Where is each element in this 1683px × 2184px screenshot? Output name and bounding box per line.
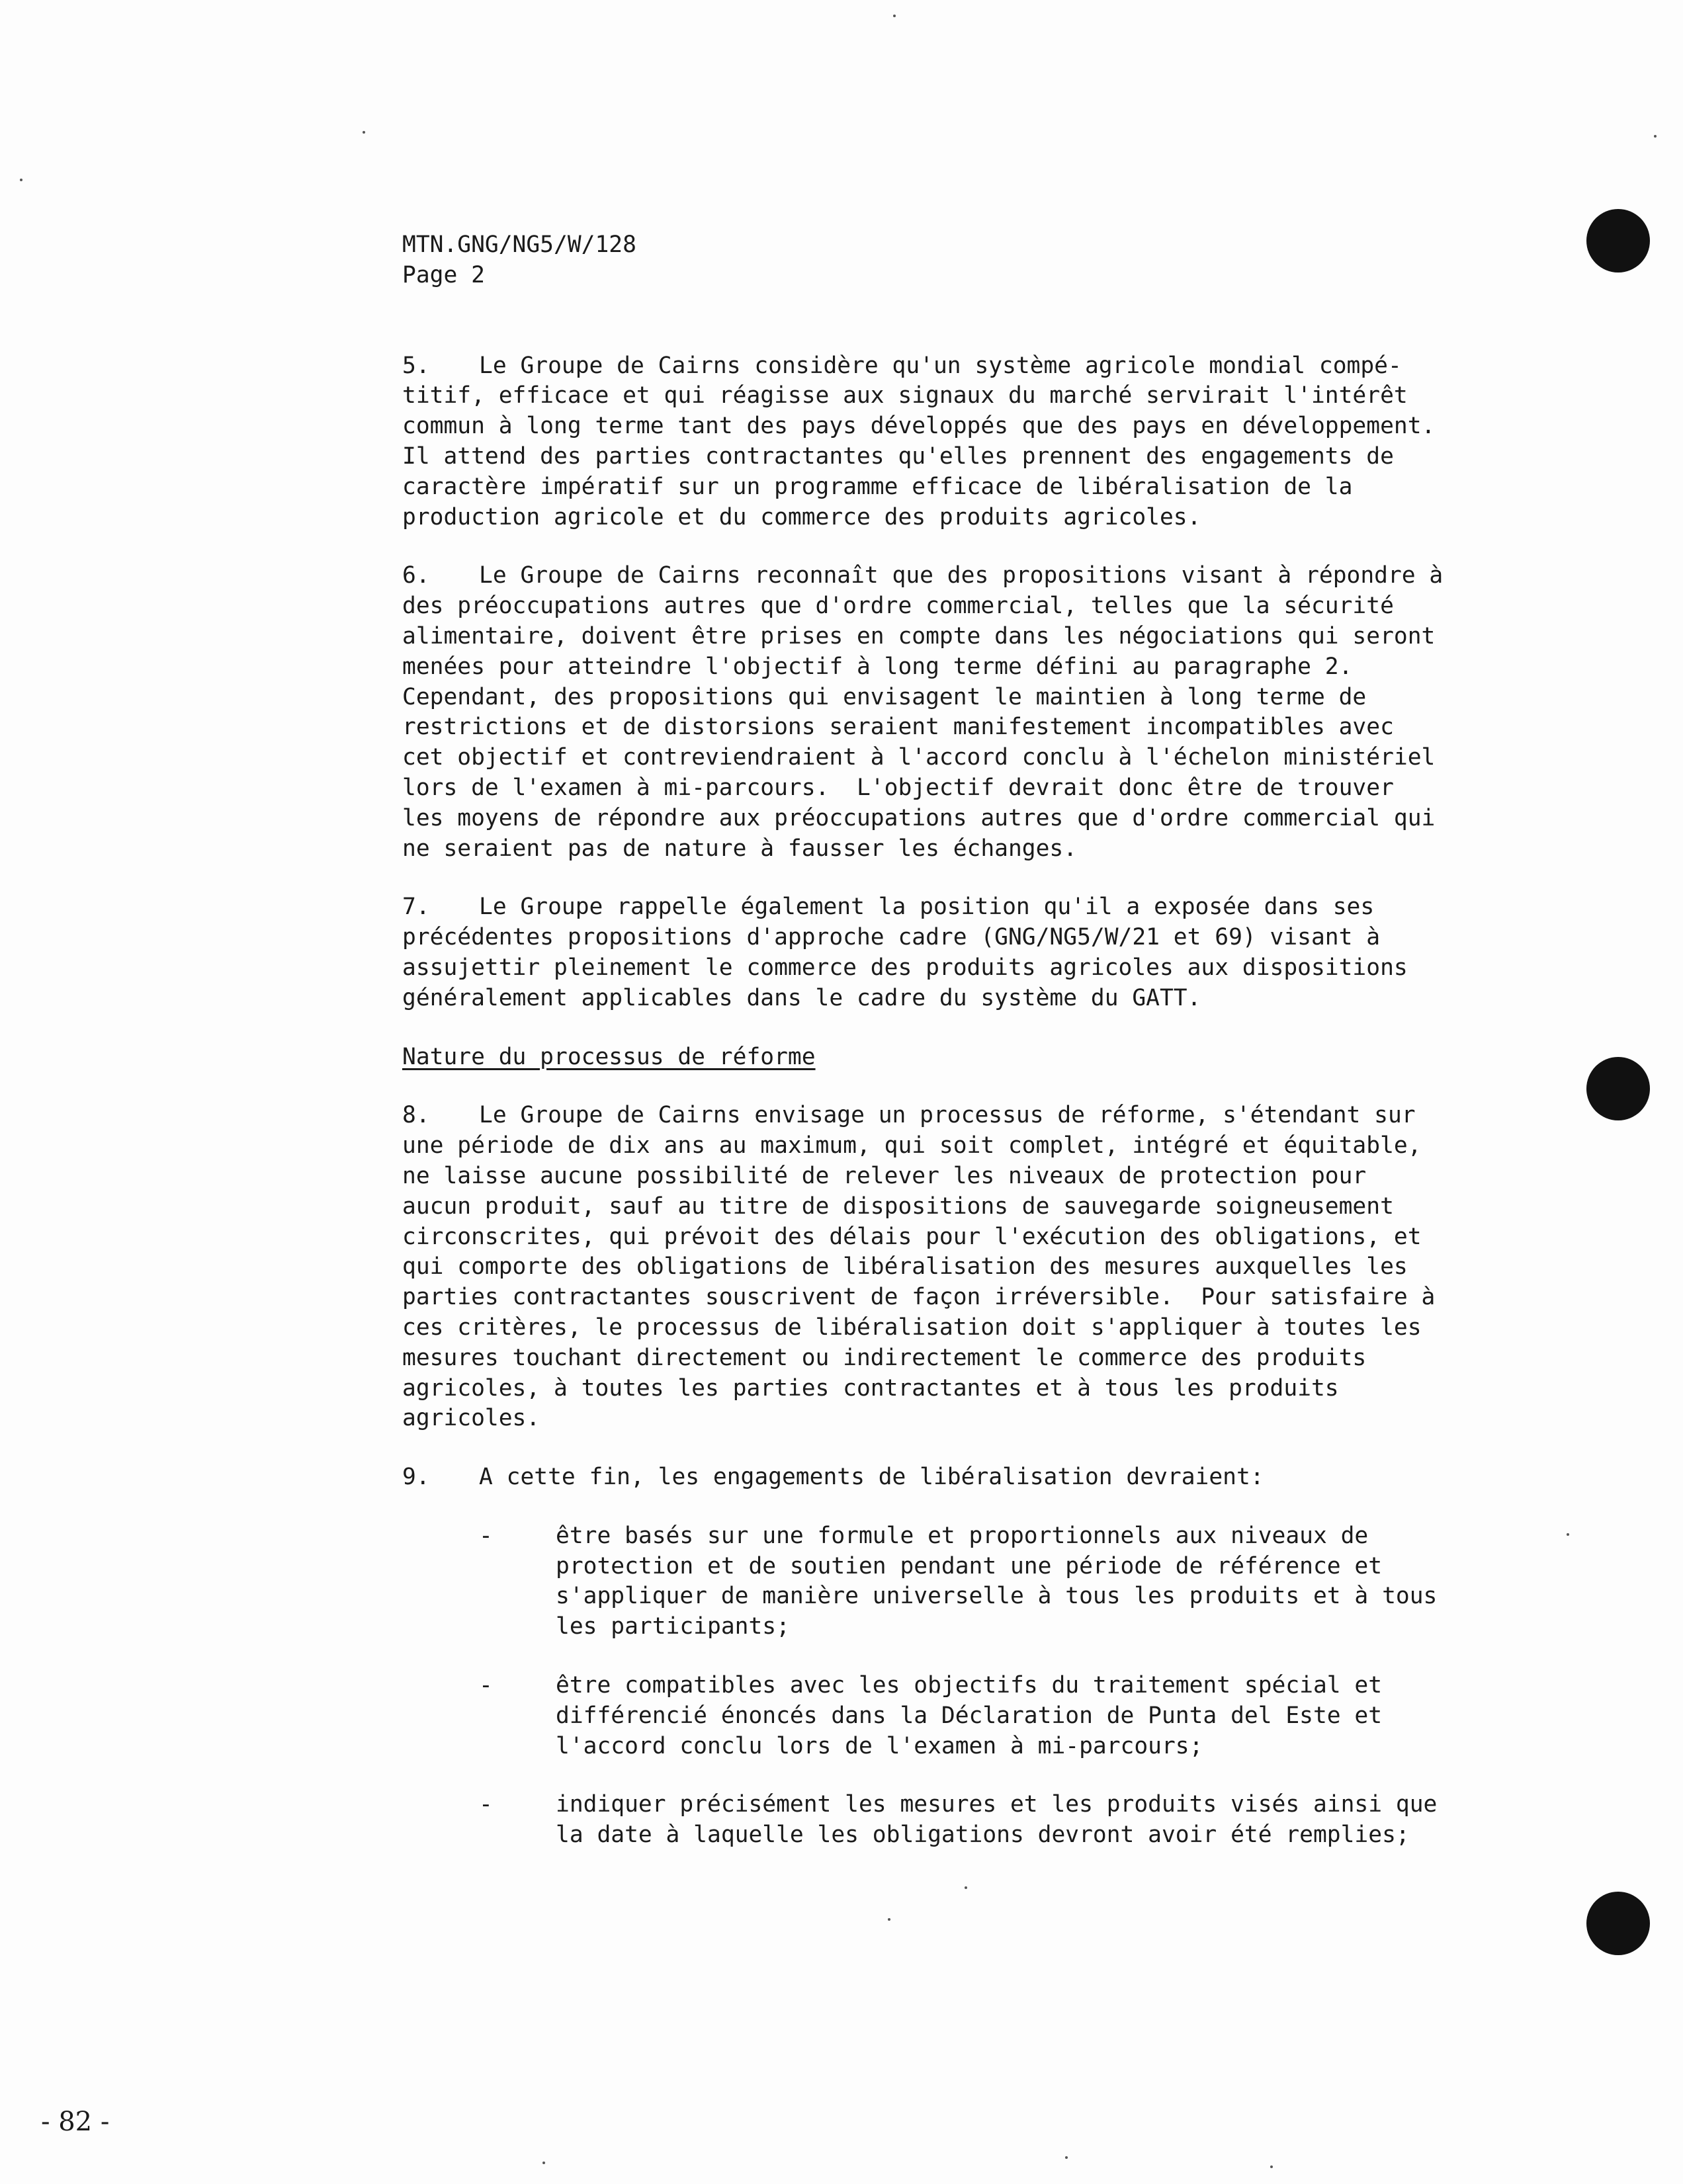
bullet-dash: - <box>479 1522 493 1549</box>
paragraph-line: des préoccupations autres que d'ordre commercial, telles que la sécurité <box>402 593 1394 620</box>
paragraph-line: une période de dix ans au maximum, qui soit complet, intégré et équitable, <box>402 1132 1422 1159</box>
paragraph-5 <box>402 351 1553 533</box>
paragraph-line: les moyens de répondre aux préoccupations autres que d'ordre commercial qui <box>402 804 1436 831</box>
paragraph-line: qui comporte des obligations de libéralisation des mesures auxquelles les <box>402 1253 1408 1281</box>
bullet-line: être basés sur une formule et proportionnels aux niveaux de <box>556 1522 1369 1549</box>
paragraph-8 <box>402 1101 1553 1434</box>
paragraph-line: restrictions et de distorsions seraient manifestement incompatibles avec <box>402 714 1394 741</box>
scan-speck <box>20 179 22 181</box>
paragraph-line: production agricole et du commerce des produits agricoles. <box>402 503 1201 530</box>
bullet-line: s'appliquer de manière universelle à tous les produits et à tous <box>556 1583 1438 1610</box>
paragraph-line: ne laisse aucune possibilité de relever les niveaux de protection pour <box>402 1162 1367 1189</box>
scan-speck <box>1654 135 1657 138</box>
paragraph-line: caractère impératif sur un programme efficace de libéralisation de la <box>402 473 1353 500</box>
punch-hole-middle <box>1586 1057 1650 1120</box>
bullet-line: être compatibles avec les objectifs du traitement spécial et <box>556 1672 1383 1699</box>
punch-hole-top <box>1586 209 1650 273</box>
paragraph-number: 8. <box>402 1102 430 1129</box>
paragraph-line: 8. Le Groupe de Cairns envisage un processus de réforme, s'étendant sur <box>402 1101 1553 1131</box>
paragraph-line: ne seraient pas de nature à fausser les échanges. <box>402 835 1078 862</box>
paragraph-line: parties contractantes souscrivent de façon irréversible. Pour satisfaire à <box>402 1284 1436 1311</box>
paragraph-line: Il attend des parties contractantes qu'elles prennent des engagements de <box>402 442 1394 470</box>
paragraph-number: 7. <box>402 894 430 921</box>
paragraph-line: alimentaire, doivent être prises en compte dans les négociations qui seront <box>402 622 1436 650</box>
paragraph-line: ces critères, le processus de libéralisation doit s'appliquer à toutes les <box>402 1314 1422 1341</box>
paragraph-line: circonscrites, qui prévoit des délais pour l'exécution des obligations, et <box>402 1223 1422 1250</box>
paragraph-number: 6. <box>402 562 430 589</box>
section-heading: Nature du processus de réforme <box>402 1043 816 1070</box>
bullet-dash: - <box>479 1672 493 1699</box>
paragraph-line: 7. Le Groupe rappelle également la position qu'il a exposée dans ses <box>402 892 1553 923</box>
scan-speck <box>1065 2156 1068 2159</box>
paragraph-line: agricoles, à toutes les parties contractantes et à tous les produits <box>402 1374 1339 1402</box>
scan-speck <box>1567 1533 1569 1536</box>
paragraph-line: lors de l'examen à mi-parcours. L'objectif devrait donc être de trouver <box>402 774 1394 801</box>
bullet-line: l'accord conclu lors de l'examen à mi-parcours; <box>556 1732 1203 1759</box>
page-folio: - 82 - <box>41 2107 110 2137</box>
page-label: Page 2 <box>402 261 485 288</box>
bullet-line: les participants; <box>556 1613 790 1640</box>
scan-speck <box>1270 2165 1273 2168</box>
bullet-line: différencié énoncés dans la Déclaration de Punta del Este et <box>556 1702 1383 1729</box>
paragraph-line: agricoles. <box>402 1405 540 1432</box>
scan-speck <box>893 15 896 17</box>
scan-speck <box>965 1886 967 1889</box>
bullet-item <box>402 1521 1553 1642</box>
bullet-line: protection et de soutien pendant une période de référence et <box>556 1552 1383 1579</box>
paragraph-line: menées pour atteindre l'objectif à long terme défini au paragraphe 2. <box>402 653 1353 680</box>
paragraph-line: généralement applicables dans le cadre du système du GATT. <box>402 984 1201 1011</box>
paragraph-line: commun à long terme tant des pays développés que des pays en développement. <box>402 413 1436 440</box>
paragraph-line: cet objectif et contreviendraient à l'accord conclu à l'échelon ministériel <box>402 744 1436 771</box>
paragraph-line: 6. Le Groupe de Cairns reconnaît que des propositions visant à répondre à <box>402 561 1553 591</box>
bullet-item <box>402 1790 1553 1851</box>
paragraph-line: aucun produit, sauf au titre de dispositions de sauvegarde soigneusement <box>402 1193 1394 1220</box>
bullet-line: la date à laquelle les obligations devront avoir été remplies; <box>556 1822 1410 1849</box>
paragraph-line: précédentes propositions d'approche cadre (GNG/NG5/W/21 et 69) visant à <box>402 924 1381 951</box>
punch-hole-bottom <box>1586 1892 1650 1955</box>
paragraph-line: assujettir pleinement le commerce des produits agricoles aux dispositions <box>402 954 1408 981</box>
paragraph-line: mesures touchant directement ou indirectement le commerce des produits <box>402 1344 1367 1371</box>
scan-speck <box>542 2162 545 2164</box>
document-body <box>402 230 1553 1851</box>
paragraph-line: 5. Le Groupe de Cairns considère qu'un système agricole mondial compé- <box>402 351 1553 382</box>
paragraph-6 <box>402 561 1553 864</box>
paragraph-number: 5. <box>402 352 430 379</box>
paragraph-7 <box>402 892 1553 1013</box>
bullet-dash: - <box>479 1791 493 1818</box>
paragraph-line: titif, efficace et qui réagisse aux signaux du marché servirait l'intérêt <box>402 382 1408 409</box>
bullet-line: indiquer précisément les mesures et les produits visés ainsi que <box>556 1791 1438 1818</box>
scan-speck <box>888 1918 890 1921</box>
bullet-item <box>402 1671 1553 1761</box>
document-symbol: MTN.GNG/NG5/W/128 <box>402 231 636 258</box>
paragraph-line: Cependant, des propositions qui envisagent le maintien à long terme de <box>402 683 1367 710</box>
paragraph-9 <box>402 1462 1553 1493</box>
paragraph-line: 9. A cette fin, les engagements de libéralisation devraient: <box>402 1462 1553 1493</box>
scan-speck <box>363 131 365 134</box>
paragraph-number: 9. <box>402 1464 430 1491</box>
